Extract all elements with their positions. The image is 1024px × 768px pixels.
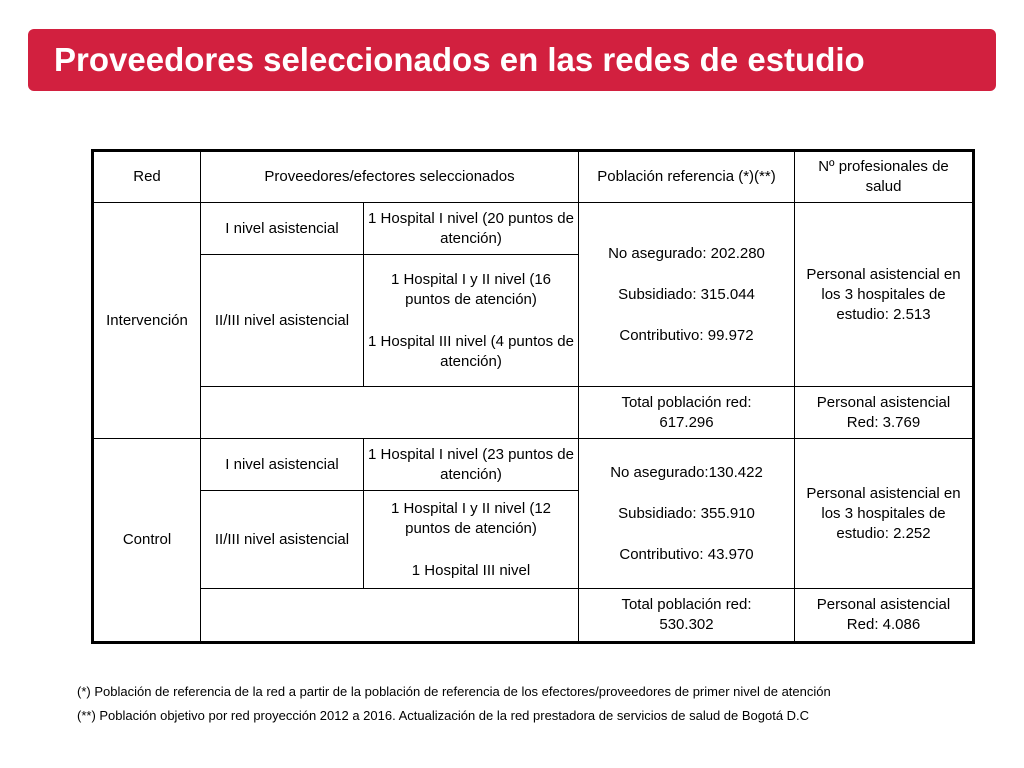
level23-provider-1: 1 Hospital I y II nivel (12 puntos de atención)	[390, 499, 552, 537]
header-proveedores: Proveedores/efectores seleccionados	[201, 151, 579, 203]
population-cell	[579, 203, 795, 387]
level23-label: II/III nivel asistencial	[201, 255, 364, 387]
personal-cell: Personal asistencial en los 3 hospitales de estudio: 2.513	[795, 203, 974, 387]
total-poblacion-label: Total población red:	[621, 393, 752, 411]
table-row	[93, 387, 974, 439]
title-bar	[28, 29, 996, 91]
header-profesionales: Nº profesionales de salud	[795, 151, 974, 203]
level23-label: II/III nivel asistencial	[201, 491, 364, 589]
level23-providers	[364, 491, 579, 589]
page-title: Proveedores seleccionados en las redes de estudio	[54, 41, 865, 78]
empty-cell	[201, 387, 579, 439]
red-control: Control	[93, 439, 201, 643]
total-poblacion-cell	[579, 589, 795, 643]
personal-red-cell	[795, 387, 974, 439]
total-poblacion-value: 617.296	[659, 413, 714, 431]
table-header-row	[93, 151, 974, 203]
red-intervencion: Intervención	[93, 203, 201, 439]
header-poblacion: Población referencia (*)(**)	[579, 151, 795, 203]
total-poblacion-cell	[579, 387, 795, 439]
level1-provider: 1 Hospital I nivel (20 puntos de atención)	[364, 203, 579, 255]
table-row	[93, 203, 974, 255]
personal-red-cell	[795, 589, 974, 643]
pop-contributivo: Contributivo: 99.972	[619, 326, 754, 344]
level23-provider-1: 1 Hospital I y II nivel (16 puntos de atención)	[390, 270, 552, 308]
table-row	[93, 439, 974, 491]
personal-red-value: Red: 3.769	[846, 413, 921, 431]
personal-red-label: Personal asistencial	[816, 393, 951, 411]
providers-table	[91, 149, 975, 644]
pop-no-asegurado: No asegurado: 202.280	[608, 244, 765, 262]
level23-providers	[364, 255, 579, 387]
footnote-1: (*) Población de referencia de la red a partir de la población de referencia de los efectores/proveedores de primer nivel de atención	[77, 684, 831, 699]
pop-subsidiado: Subsidiado: 315.044	[618, 285, 755, 303]
empty-cell	[201, 589, 579, 643]
footnotes	[77, 680, 831, 728]
level1-provider: 1 Hospital I nivel (23 puntos de atención)	[364, 439, 579, 491]
header-red: Red	[93, 151, 201, 203]
level1-label: I nivel asistencial	[201, 203, 364, 255]
total-poblacion-value: 530.302	[659, 616, 714, 633]
pop-subsidiado: Subsidiado: 355.910	[618, 504, 755, 522]
level1-label: I nivel asistencial	[201, 439, 364, 491]
personal-red-label: Personal asistencial	[816, 596, 951, 613]
pop-contributivo: Contributivo: 43.970	[619, 545, 754, 563]
table-row	[93, 589, 974, 643]
total-poblacion-label: Total población red:	[621, 596, 752, 613]
level23-provider-2: 1 Hospital III nivel	[411, 561, 531, 579]
personal-red-value: Red: 4.086	[846, 616, 921, 633]
population-cell	[579, 439, 795, 589]
footnote-2: (**) Población objetivo por red proyección 2012 a 2016. Actualización de la red prestadora de servicios de salud de Bogotá D.C	[77, 708, 810, 723]
personal-cell: Personal asistencial en los 3 hospitales de estudio: 2.252	[795, 439, 974, 589]
level23-provider-2: 1 Hospital III nivel (4 puntos de atención)	[368, 332, 574, 370]
pop-no-asegurado: No asegurado:130.422	[610, 463, 763, 481]
